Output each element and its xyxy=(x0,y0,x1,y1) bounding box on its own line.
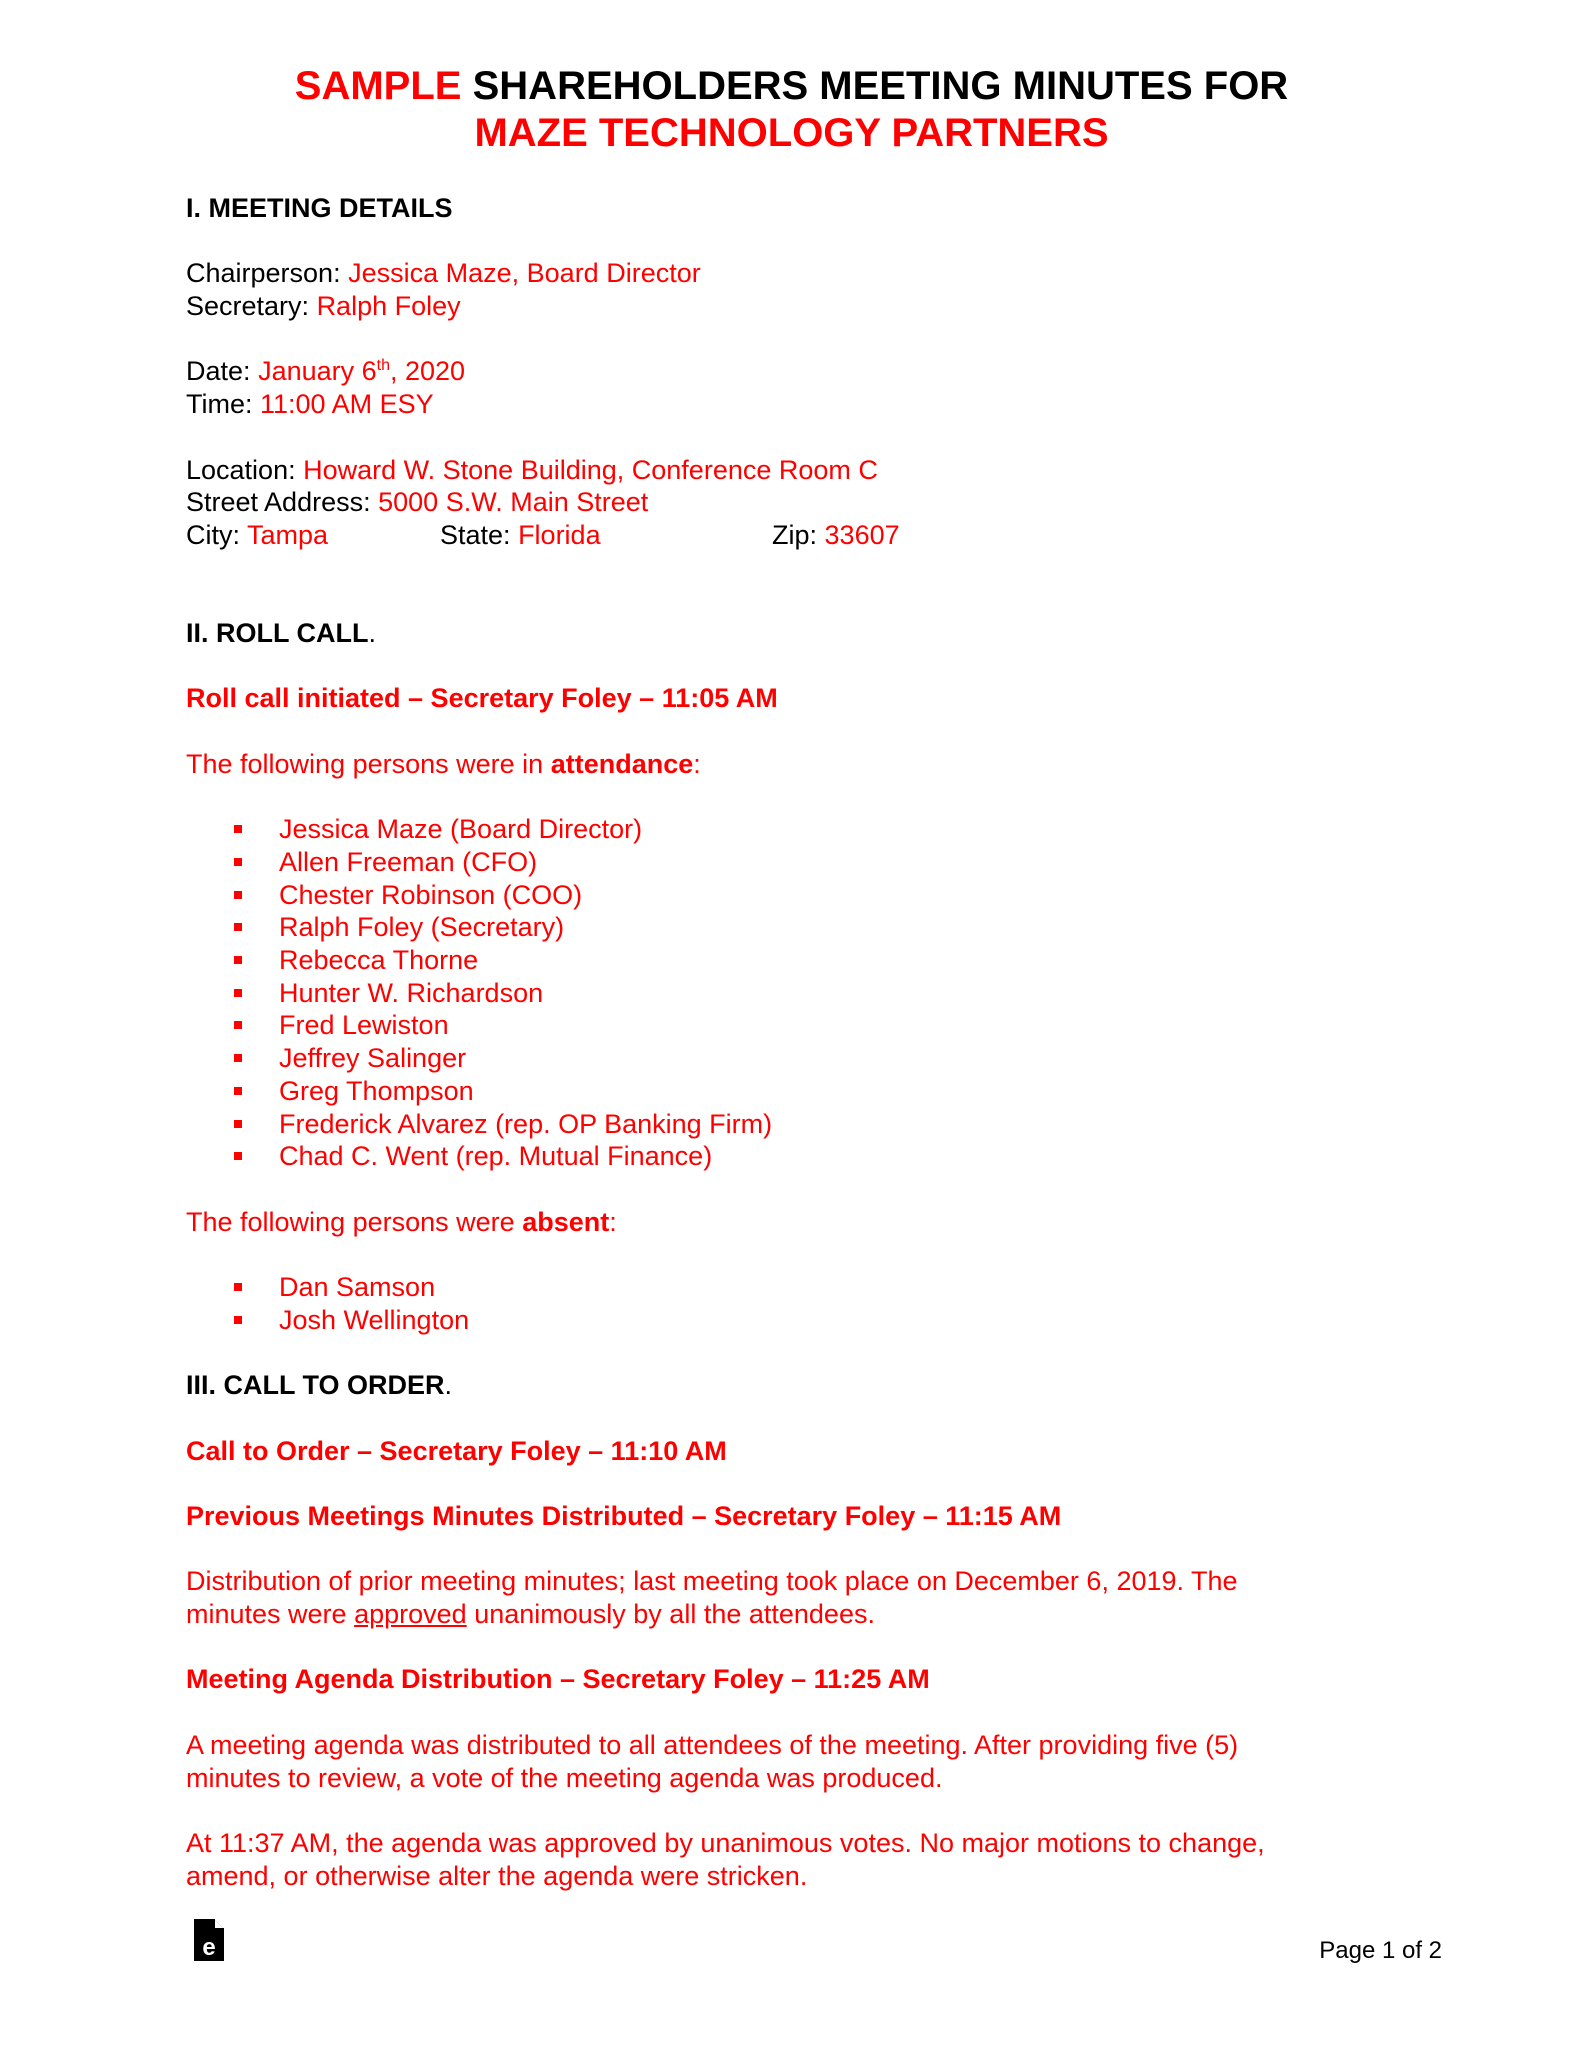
city-state-zip-row xyxy=(186,519,1386,552)
absent-word: absent xyxy=(522,1206,610,1237)
attendance-colon: : xyxy=(693,748,701,779)
bullet-square-icon xyxy=(234,1054,242,1062)
bullet-square-icon xyxy=(234,1316,242,1324)
location-row xyxy=(186,454,1386,487)
secretary-value: Ralph Foley xyxy=(316,291,461,322)
call-to-order-entry: Call to Order – Secretary Foley – 11:10 AM xyxy=(186,1435,727,1466)
attendance-intro-text: The following persons were in xyxy=(186,748,544,779)
prev-text-part-a: minutes were xyxy=(186,1599,347,1630)
absent-intro xyxy=(186,1206,1386,1239)
roll-call-heading-punct: . xyxy=(368,618,377,649)
chairperson-label: Chairperson: xyxy=(186,258,341,289)
list-item xyxy=(279,1108,1386,1141)
attendance-intro xyxy=(186,748,1386,781)
state-field xyxy=(440,519,601,552)
chairperson-value: Jessica Maze, Board Director xyxy=(348,258,701,289)
title-line1-rest: SHAREHOLDERS MEETING MINUTES FOR xyxy=(472,64,1289,108)
absentee-name: Dan Samson xyxy=(279,1272,436,1303)
time-row xyxy=(186,388,1386,421)
document-body xyxy=(186,192,1386,1892)
section-meeting-details-heading: I. MEETING DETAILS xyxy=(186,193,453,223)
bullet-square-icon xyxy=(234,858,242,866)
date-row xyxy=(186,355,1386,388)
attendee-name: Chester Robinson (COO) xyxy=(279,879,583,910)
zip-label: Zip: xyxy=(772,519,818,550)
section-roll-call-heading xyxy=(186,617,1386,650)
attendee-name: Greg Thompson xyxy=(279,1075,474,1106)
approval-text-line1: At 11:37 AM, the agenda was approved by unanimous votes. No major motions to change, xyxy=(186,1827,1265,1858)
call-to-order-heading-text: III. CALL TO ORDER xyxy=(186,1370,445,1401)
bullet-square-icon xyxy=(234,956,242,964)
date-year: , 2020 xyxy=(389,356,466,387)
approved-underlined: approved xyxy=(354,1599,467,1630)
attendee-name: Hunter W. Richardson xyxy=(279,977,544,1008)
prev-text-part-b: unanimously by all the attendees. xyxy=(474,1599,875,1630)
attendee-name: Jeffrey Salinger xyxy=(279,1043,467,1074)
list-item xyxy=(279,1075,1386,1108)
roll-call-initiated: Roll call initiated – Secretary Foley – 11:05 AM xyxy=(186,683,778,714)
list-item xyxy=(279,1009,1386,1042)
list-item xyxy=(279,846,1386,879)
attendees-list xyxy=(186,813,1386,1173)
attendee-name: Chad C. Went (rep. Mutual Finance) xyxy=(279,1141,713,1172)
bullet-square-icon xyxy=(234,989,242,997)
location-value: Howard W. Stone Building, Conference Room C xyxy=(303,454,878,485)
street-row xyxy=(186,486,1386,519)
list-item xyxy=(279,944,1386,977)
city-value: Tampa xyxy=(247,519,329,550)
secretary-row xyxy=(186,290,1386,323)
secretary-label: Secretary: xyxy=(186,291,310,322)
list-item xyxy=(279,879,1386,912)
list-item xyxy=(279,813,1386,846)
title-sample-word: SAMPLE xyxy=(294,64,462,108)
bullet-square-icon xyxy=(234,1021,242,1029)
previous-minutes-text-line1: Distribution of prior meeting minutes; last meeting took place on December 6, 2019. The xyxy=(186,1566,1238,1597)
state-label: State: xyxy=(440,519,511,550)
date-value xyxy=(258,356,465,386)
absentee-name: Josh Wellington xyxy=(279,1304,470,1335)
chairperson-row xyxy=(186,257,1386,290)
location-label: Location: xyxy=(186,454,296,485)
agenda-distribution-entry: Meeting Agenda Distribution – Secretary Foley – 11:25 AM xyxy=(186,1664,930,1695)
previous-minutes-entry: Previous Meetings Minutes Distributed – Secretary Foley – 11:15 AM xyxy=(186,1500,1062,1531)
list-item xyxy=(279,911,1386,944)
bullet-square-icon xyxy=(234,1283,242,1291)
absent-intro-text: The following persons were xyxy=(186,1206,515,1237)
list-item xyxy=(279,977,1386,1010)
state-value: Florida xyxy=(518,519,601,550)
bullet-square-icon xyxy=(234,825,242,833)
attendance-word: attendance xyxy=(550,748,694,779)
absentees-list xyxy=(186,1271,1386,1336)
street-label: Street Address: xyxy=(186,487,371,518)
date-ordinal: th xyxy=(376,357,390,375)
document-title-line2: MAZE TECHNOLOGY PARTNERS xyxy=(474,111,1109,155)
attendee-name: Jessica Maze (Board Director) xyxy=(279,814,643,845)
absent-colon: : xyxy=(609,1206,617,1237)
time-value: 11:00 AM ESY xyxy=(260,389,434,420)
bullet-square-icon xyxy=(234,1120,242,1128)
approval-text-line2: amend, or otherwise alter the agenda were stricken. xyxy=(186,1860,808,1891)
roll-call-heading-text: II. ROLL CALL xyxy=(186,618,369,649)
list-item xyxy=(279,1271,1386,1304)
attendee-name: Ralph Foley (Secretary) xyxy=(279,912,565,943)
call-to-order-heading-punct: . xyxy=(444,1370,453,1401)
city-label: City: xyxy=(186,519,240,550)
date-month-day: January 6 xyxy=(258,356,377,387)
bullet-square-icon xyxy=(234,891,242,899)
attendee-name: Allen Freeman (CFO) xyxy=(279,846,538,877)
city-field xyxy=(186,520,328,550)
agenda-text-line1: A meeting agenda was distributed to all attendees of the meeting. After providing five (5) xyxy=(186,1729,1239,1760)
bullet-square-icon xyxy=(234,1152,242,1160)
bullet-square-icon xyxy=(234,1087,242,1095)
time-label: Time: xyxy=(186,389,253,420)
page-number: Page 1 of 2 xyxy=(1319,1937,1442,1964)
zip-field xyxy=(772,519,900,552)
agenda-text-line2: minutes to review, a vote of the meeting agenda was produced. xyxy=(186,1762,943,1793)
attendee-name: Frederick Alvarez (rep. OP Banking Firm) xyxy=(279,1108,773,1139)
list-item xyxy=(279,1304,1386,1337)
bullet-square-icon xyxy=(234,923,242,931)
section-call-to-order-heading xyxy=(186,1369,1386,1402)
document-e-icon xyxy=(192,1917,226,1968)
zip-value: 33607 xyxy=(824,519,900,550)
date-label: Date: xyxy=(186,356,251,387)
street-value: 5000 S.W. Main Street xyxy=(378,487,649,518)
svg-text:e: e xyxy=(202,1934,216,1961)
previous-minutes-text-line2 xyxy=(186,1598,1386,1631)
list-item xyxy=(279,1140,1386,1173)
attendee-name: Fred Lewiston xyxy=(279,1010,449,1041)
attendee-name: Rebecca Thorne xyxy=(279,945,479,976)
document-title-line1 xyxy=(0,62,1583,110)
list-item xyxy=(279,1042,1386,1075)
